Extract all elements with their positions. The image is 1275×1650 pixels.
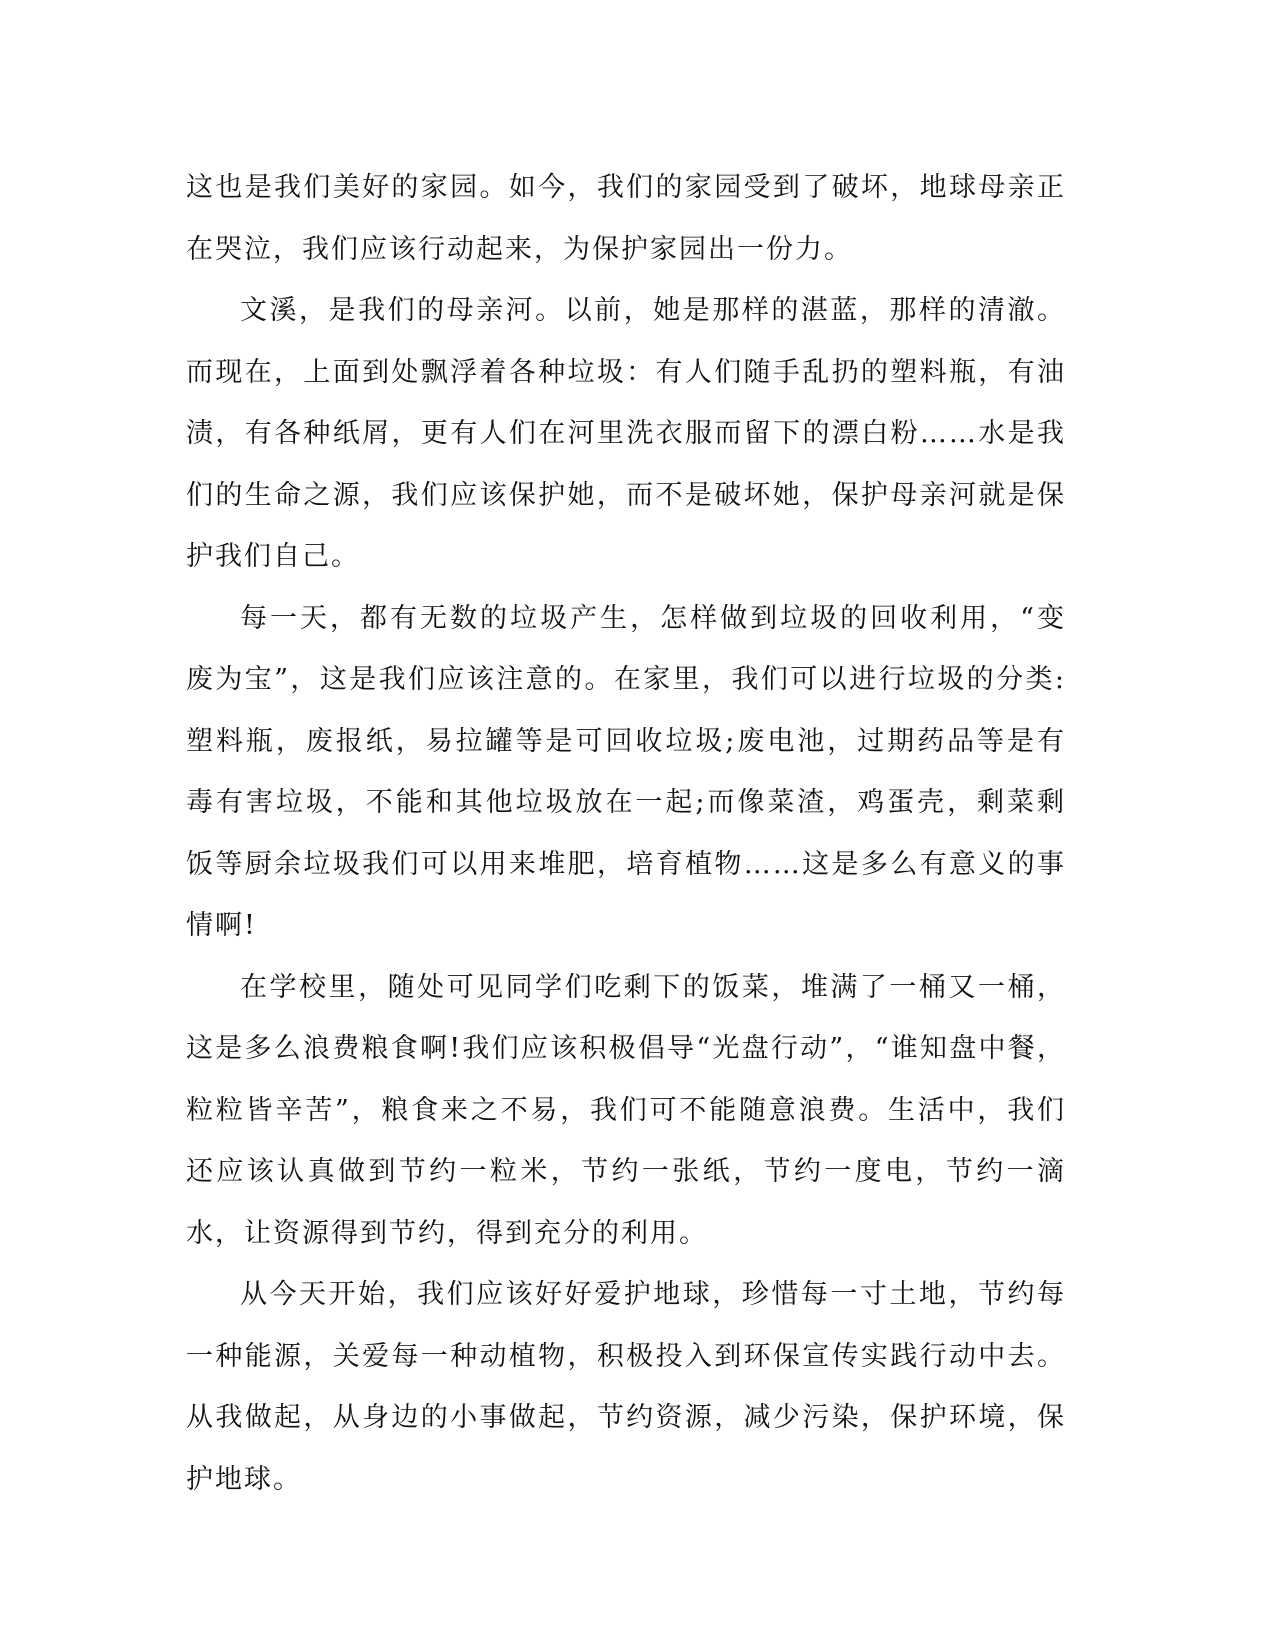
paragraph-school-food-waste: 在学校里，随处可见同学们吃剩下的饭菜，堆满了一桶又一桶，这是多么浪费粮食啊!我们应该积极倡导“光盘行动”，“谁知盘中餐，粒粒皆辛苦”，粮食来之不易，我们可不能随意浪费。生活中，我们还应该认真做到节约一粒米，节约一张纸，节约一度电，节约一滴水，让资源得到节约，得到充分的利用。 (186, 971, 1066, 1249)
paragraph-continued: 这也是我们美好的家园。如今，我们的家园受到了破坏，地球母亲正在哭泣，我们应该行动起来，为保护家园出一份力。 (186, 172, 1066, 265)
paragraph-protect-earth: 从今天开始，我们应该好好爱护地球，珍惜每一寸土地，节约每一种能源，关爱每一种动植物，积极投入到环保宣传实践行动中去。从我做起，从身边的小事做起，节约资源，减少污染，保护环境，保护地球。 (186, 1279, 1066, 1495)
paragraph-garbage-sorting: 每一天，都有无数的垃圾产生，怎样做到垃圾的回收利用，“变废为宝”，这是我们应该注意的。在家里，我们可以进行垃圾的分类:塑料瓶，废报纸，易拉罐等是可回收垃圾;废电池，过期药品等是有毒有害垃圾，不能和其他垃圾放在一起;而像菜渣，鸡蛋壳，剩菜剩饭等厨余垃圾我们可以用来堆肥，培育植物……这是多么有意义的事情啊! (186, 602, 1066, 941)
paragraph-mother-river: 文溪，是我们的母亲河。以前，她是那样的湛蓝，那样的清澈。而现在，上面到处飘浮着各种垃圾：有人们随手乱扔的塑料瓶，有油渍，有各种纸屑，更有人们在河里洗衣服而留下的漂白粉……水是我们的生命之源，我们应该保护她，而不是破坏她，保护母亲河就是保护我们自己。 (186, 295, 1066, 572)
document-body (186, 157, 1066, 1510)
